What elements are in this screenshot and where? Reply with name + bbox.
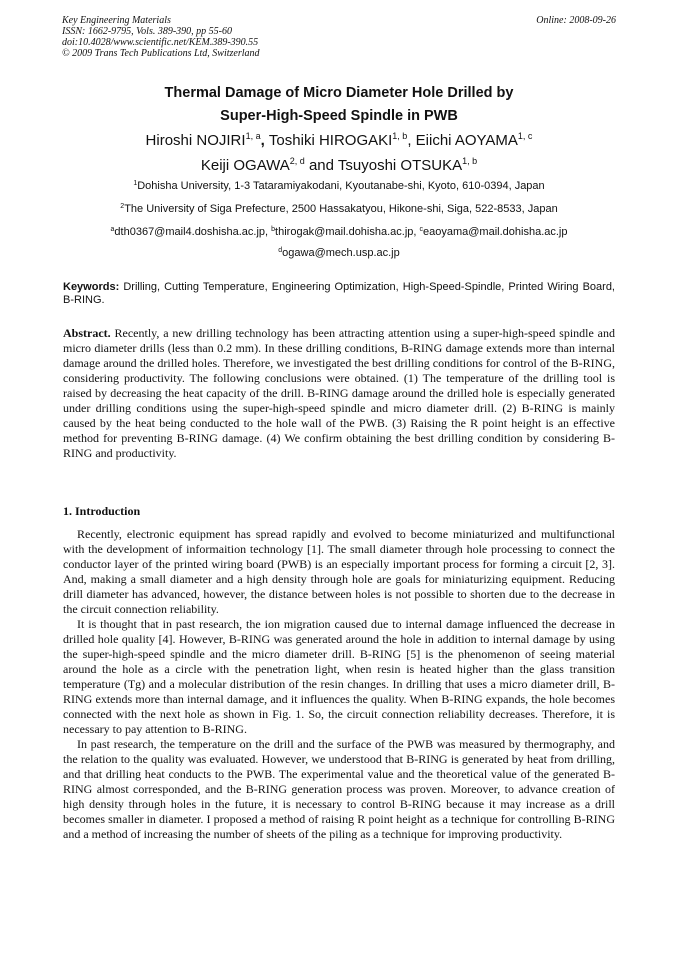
author-name: Hiroshi NOJIRI — [145, 132, 246, 149]
keywords-label: Keywords: — [63, 281, 120, 293]
keywords-text: Drilling, Cutting Temperature, Engineering Optimization, High-Speed-Spindle, Printed Wiring Board, B-RING. — [63, 281, 615, 306]
author-affil-mark: 1, b — [462, 156, 478, 166]
author-affil-mark: 1, a — [245, 131, 261, 141]
email-line-1: $^a$dth0367@mail4.doshisha.ac.jp, $^b$thirogak@mail.dohisha.ac.jp, $^c$eaoyama@mail.dohisha.ac.jp — [110, 226, 568, 238]
author-name: Toshiki HIROGAKI — [268, 132, 393, 149]
journal-header — [62, 15, 616, 59]
email-link: ogawa@mech.usp.ac.jp — [282, 247, 400, 259]
author-affil-mark: 2, d — [289, 156, 305, 166]
affiliation-1: $^1$Dohisha University, 1-3 Tataramiyakodani, Kyoutanabe-shi, Kyoto, 610-0394, Japan — [133, 180, 545, 192]
title-line-1: Thermal Damage of Micro Diameter Hole Drilled by — [164, 85, 514, 101]
introduction-body — [63, 527, 615, 842]
doi-line: doi:10.4028/www.scientific.net/KEM.389-390.55 — [62, 37, 259, 48]
journal-name: Key Engineering Materials — [62, 15, 171, 26]
online-date: Online: 2008-09-26 — [536, 15, 616, 26]
paper-title — [40, 82, 638, 128]
paragraph: In past research, the temperature on the drill and the surface of the PWB was measured by thermography, and the relation to the quality was evaluated. However, we understood that B-RING is generated by heat from drilling, and that drilling heat conducts to the PWB. The experimental value and the theoretical value of the generated B-RING almost corresponded, and the B-RING generation process was proven. Moreover, to advance creation of high density through holes in the future, it is necessary to control B-RING because it may increase as a drill becomes smaller in diameter. I proposed a method of raising R point height as a technique for controlling B-RING and a method of increasing the number of sheets of the piling as a technique for improving productivity. — [63, 737, 615, 841]
email-link: dth0367@mail4.doshisha.ac.jp, — [114, 226, 269, 238]
issn-line: ISSN: 1662-9795, Vols. 389-390, pp 55-60 — [62, 26, 232, 37]
author-line-1: Hiroshi NOJIRI$^{1, a}$, Toshiki HIROGAKI$^{1, b}$, Eiichi AOYAMA$^{1, c}$ — [145, 131, 533, 149]
affiliation-2: $^2$The University of Siga Prefecture, 2500 Hassakatyou, Hikone-shi, Siga, 522-8533, Japan — [120, 203, 558, 215]
abstract-text: Recently, a new drilling technology has been attracting attention using a super-high-speed spindle and micro diameter drills (less than 0.2 mm). In these drilling conditions, B-RING damage extends more than internal damage around the drilled holes. Therefore, we investigated the best drilling conditions for control of the B-RING, considering productivity. The following conclusions were obtained. (1) The temperature of the drilling tool is raised by decreasing the heat capacity of the drill. B-RING damage around the drilled hole is especially generated under drilling conditions using the super-high-speed spindle and micro diameter drill. (2) B-RING is mainly caused by the heat being conducted to the hole wall of the PWB. (3) Raising the R point height is an effective method for preventing B-RING damage. (4) We confirm obtaining the best drilling condition by considering B-RING and productivity. — [63, 326, 616, 460]
email-line-2: $^d$ogawa@mech.usp.ac.jp — [278, 247, 400, 259]
author-and: and — [308, 157, 334, 174]
author-name: Tsuyoshi OTSUKA — [337, 157, 463, 174]
abstract-label: Abstract. — [63, 326, 111, 340]
copyright-line: © 2009 Trans Tech Publications Ltd, Switzerland — [62, 48, 260, 59]
email-link: thirogak@mail.dohisha.ac.jp, — [275, 226, 417, 238]
author-list — [20, 128, 658, 178]
abstract — [63, 326, 615, 461]
section-heading: 1. Introduction — [63, 504, 141, 518]
email-link: eaoyama@mail.dohisha.ac.jp — [423, 226, 568, 238]
author-affil-mark: 1, c — [517, 131, 533, 141]
paragraph: It is thought that in past research, the ion migration caused due to internal damage influenced the decrease in drilled hole quality [4]. However, B-RING was generated around the hole in addition to internal damage by using the super-high-speed spindle and the micro diameter drill. B-RING [5] is the phenomenon of seeing material around the hole as a circle with the penetration light, when resin is heated higher than the glass transition temperature (Tg) and a molecular distribution of the resin changes. In drilling that uses a micro diameter drill, B-RING extends more than internal damage, and it influences the quality. When B-RING expands, the hole becomes connected with the next hole as shown in Fig. 1. So, the circuit connection reliability decreases. Therefore, it is necessary to pay attention to B-RING. — [63, 617, 615, 736]
author-name: Keiji OGAWA — [200, 157, 290, 174]
title-line-2: Super-High-Speed Spindle in PWB — [220, 108, 458, 124]
author-line-2 — [20, 153, 658, 178]
keywords — [63, 281, 615, 307]
paragraph: Recently, electronic equipment has spread rapidly and evolved to become miniaturized and multifunctional with the development of informaition technology [1]. The small diameter through hole processing to connect the conductor layer of the printed wiring board (PWB) is an especially important process for forming a circuit [2, 3]. And, making a small diameter and a high density through hole are goals for miniaturizing equipment. Reducing drill diameter has advanced, however, the distance between holes is not possible to shorten due to the decrease in the circuit connection reliability. — [63, 527, 615, 616]
author-affil-mark: 1, b — [392, 131, 408, 141]
author-name: Eiichi AOYAMA — [415, 132, 518, 149]
